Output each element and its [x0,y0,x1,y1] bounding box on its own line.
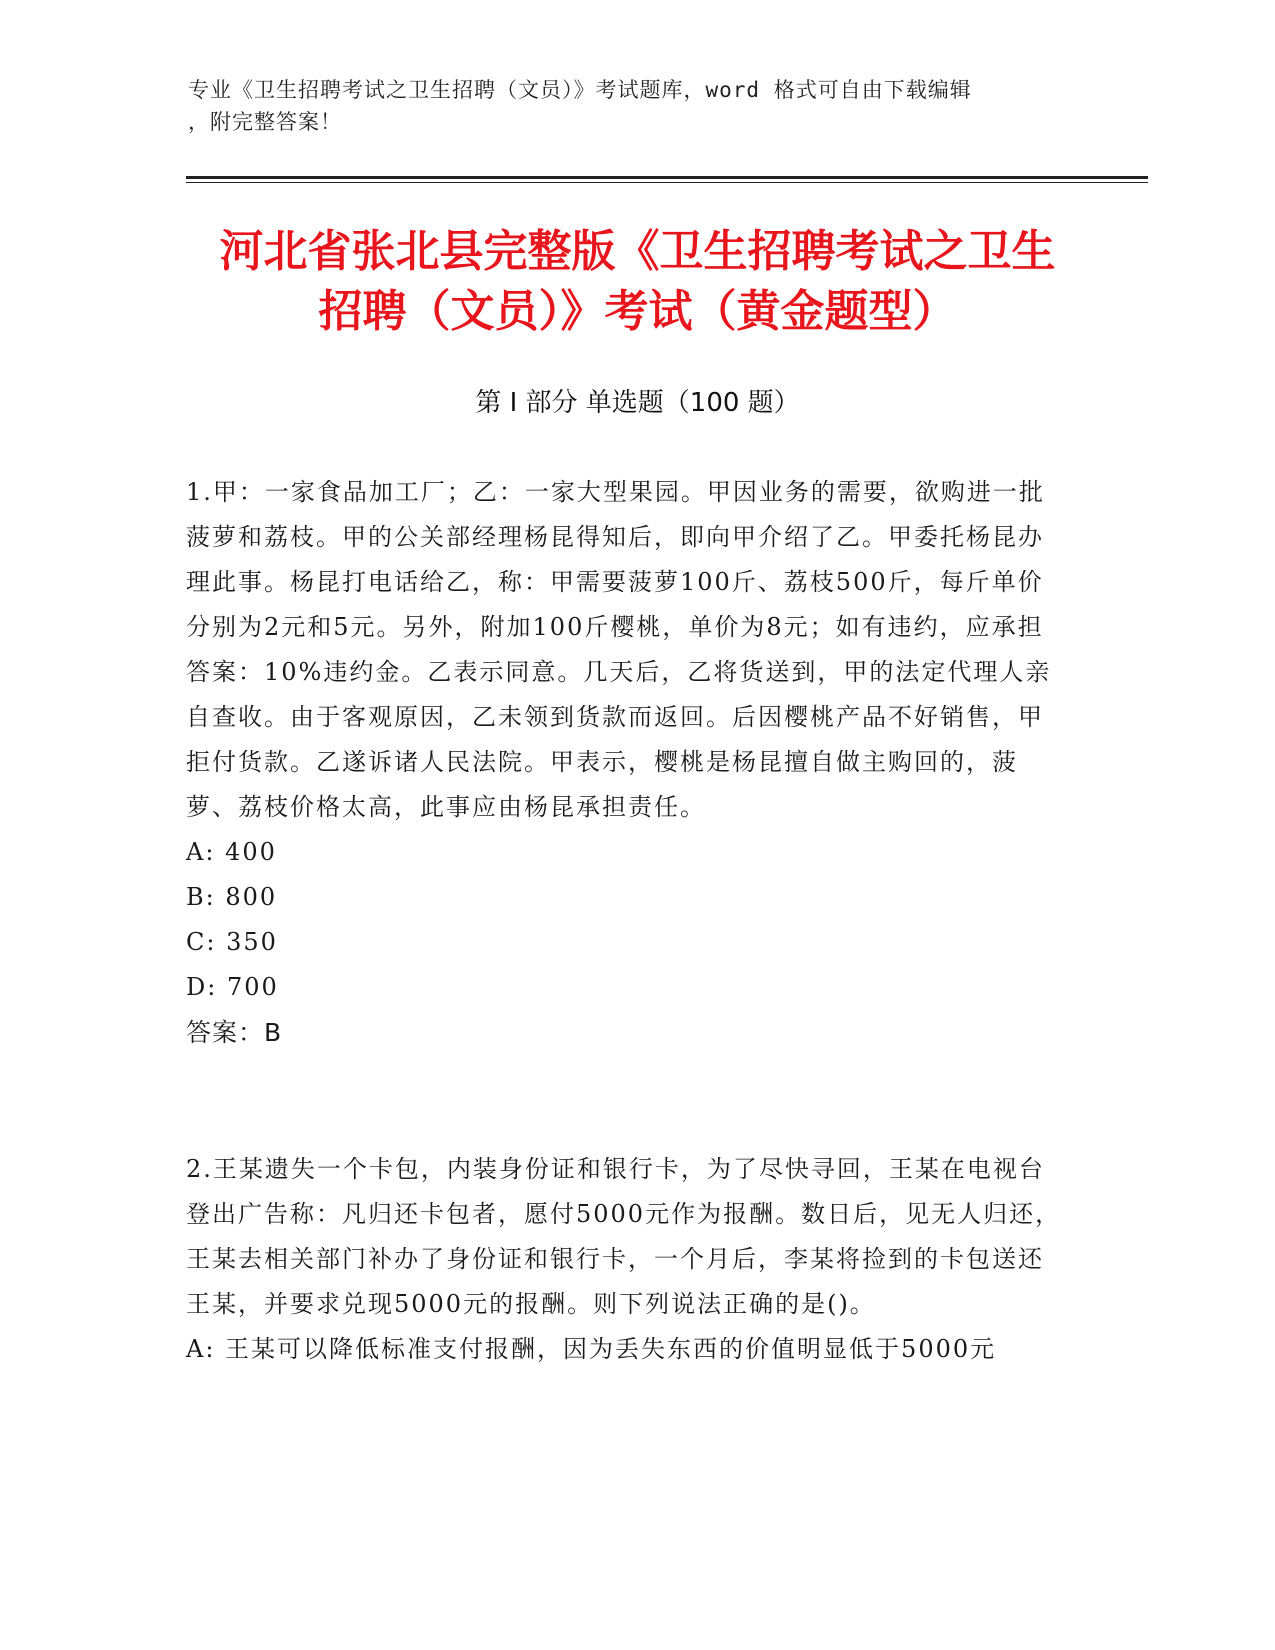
option-d: D: 700 [186,973,279,1001]
question-2 [186,1147,1066,1372]
question-text: 1.甲：一家食品加工厂；乙：一家大型果园。甲因业务的需要，欲购进一批菠萝和荔枝。甲的公关部经理杨昆得知后，即向甲介绍了乙。甲委托杨昆办理此事。杨昆打电话给乙，称：甲需要菠萝100斤、荔枝500斤，每斤单价分别为2元和5元。另外，附加100斤樱桃，单价为8元；如有违约，应承担答案：10%违约金。乙表示同意。几天后，乙将货送到，甲的法定代理人亲自查收。由于客观原因，乙未领到货款而返回。后因樱桃产品不好销售，甲拒付货款。乙遂诉诸人民法院。甲表示，樱桃是杨昆擅自做主购回的，菠萝、荔枝价格太高，此事应由杨昆承担责任。 [186,478,1052,821]
option-a: A: 400 [186,838,277,866]
header-divider-thick [186,176,1148,179]
header-note-line-1: 专业《卫生招聘考试之卫生招聘（文员）》考试题库，word 格式可自由下载编辑 [188,78,972,102]
header-note-line-2: ，附完整答案！ [188,110,342,134]
document-title-line-2: 招聘（文员）》考试（黄金题型） [318,286,957,337]
header-divider-thin [186,182,1148,183]
question-text: 2.王某遗失一个卡包，内装身份证和银行卡，为了尽快寻回，王某在电视台登出广告称：凡归还卡包者，愿付5000元作为报酬。数日后，见无人归还，王某去相关部门补办了身份证和银行卡，一个月后，李某将捡到的卡包送还王某，并要求兑现5000元的报酬。则下列说法正确的是()。 [186,1155,1062,1318]
document-title [150,222,1125,342]
document-title-line-1: 河北省张北县完整版《卫生招聘考试之卫生 [219,226,1056,277]
option-b: B: 800 [186,883,278,911]
option-a: A: 王某可以降低标准支付报酬，因为丢失东西的价值明显低于5000元 [186,1335,997,1363]
answer-line: 答案：B [186,1018,283,1047]
section-title: 第 I 部分 单选题（100 题） [475,388,800,418]
question-1 [186,470,1066,1055]
option-c: C: 350 [186,928,278,956]
header-note [188,74,1078,138]
